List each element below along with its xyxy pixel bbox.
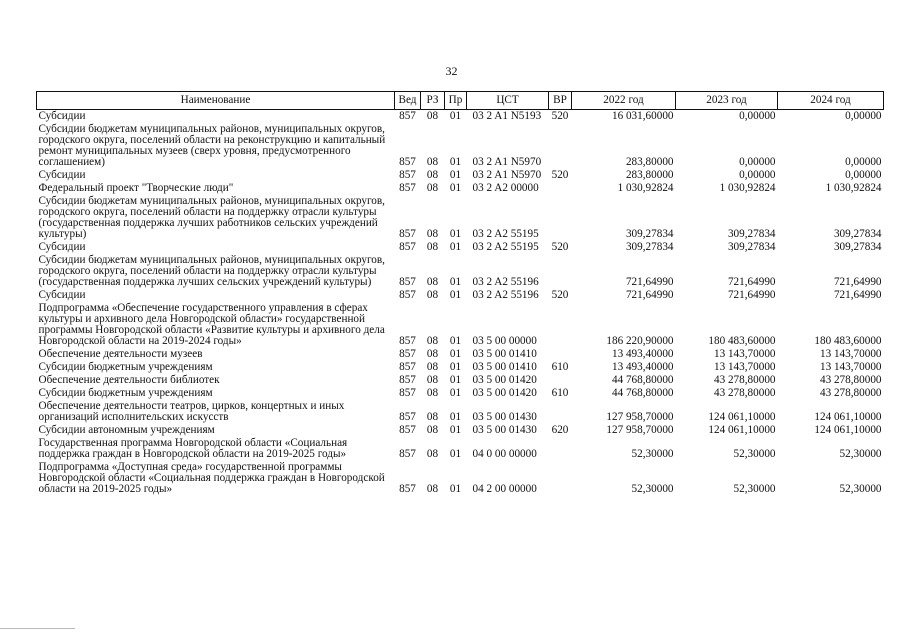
row-rz: 08: [426, 182, 439, 194]
row-cst: 03 2 A2 55196: [472, 276, 539, 288]
row-rz: 08: [426, 361, 439, 373]
row-cst: 03 2 A1 N5193: [472, 110, 542, 122]
row-pr: 01: [449, 424, 462, 436]
row-2022: 127 958,70000: [606, 411, 674, 423]
row-ved: 857: [399, 424, 416, 436]
row-pr: 01: [449, 374, 462, 386]
row-ved: 857: [399, 411, 416, 423]
row-rz: 08: [426, 110, 439, 122]
row-pr: 01: [449, 228, 462, 240]
table-row: [37, 182, 884, 195]
row-2023: 52,30000: [733, 483, 776, 495]
row-name: Государственная программа Новгородской области «Социальная поддержка граждан в Новгородской области на 2019-2025 годы»: [38, 437, 348, 460]
row-name: Субсидии бюджетным учреждениям: [38, 361, 213, 373]
row-cst: 03 2 A1 N5970: [472, 169, 542, 181]
table-row: [37, 123, 884, 169]
row-cst: 03 2 A1 N5970: [472, 156, 542, 168]
table-row: [37, 374, 884, 387]
row-name: Субсидии бюджетным учреждениям: [38, 387, 213, 399]
row-name: Субсидии автономным учреждениям: [38, 424, 215, 436]
table-row: [37, 437, 884, 461]
row-2023: 721,64990: [727, 289, 776, 301]
row-pr: 01: [449, 387, 462, 399]
table-body: [37, 110, 884, 497]
row-2022: 309,27834: [625, 241, 674, 253]
row-2023: 180 483,60000: [708, 335, 776, 347]
row-2022: 127 958,70000: [606, 424, 674, 436]
table-row: [37, 195, 884, 241]
table-row: [37, 289, 884, 302]
row-cst: 03 5 00 01420: [472, 374, 537, 386]
row-2023: 721,64990: [727, 276, 776, 288]
row-ved: 857: [399, 228, 416, 240]
row-rz: 08: [426, 348, 439, 360]
row-pr: 01: [449, 182, 462, 194]
row-vr: [549, 123, 572, 169]
row-ved: 857: [399, 483, 416, 495]
table-row: [37, 302, 884, 348]
table-row: [37, 254, 884, 289]
header-pr: Пр: [445, 92, 467, 110]
row-2023: 13 143,70000: [713, 361, 776, 373]
row-ved: 857: [399, 348, 416, 360]
row-2023: 43 278,80000: [713, 387, 776, 399]
row-2022: 52,30000: [631, 483, 674, 495]
row-cst: 04 0 00 00000: [472, 448, 537, 460]
row-2024: 13 143,70000: [819, 348, 882, 360]
row-name: Субсидии: [38, 169, 86, 181]
page-number: 32: [445, 64, 458, 78]
row-2024: 1 030,92824: [825, 182, 882, 194]
row-2023: 43 278,80000: [713, 374, 776, 386]
header-name: Наименование: [37, 92, 395, 110]
row-rz: 08: [426, 448, 439, 460]
row-pr: 01: [449, 156, 462, 168]
row-vr: 520: [551, 241, 569, 253]
row-name: Обеспечение деятельности театров, цирков, концертных и иных организаций исполнительских искусств: [38, 400, 345, 423]
row-2022: 44 768,80000: [611, 374, 674, 386]
row-rz: 08: [426, 483, 439, 495]
row-ved: 857: [399, 169, 416, 181]
table-row: [37, 424, 884, 437]
row-2023: 0,00000: [739, 169, 776, 181]
row-2024: 52,30000: [839, 483, 882, 495]
row-pr: 01: [449, 276, 462, 288]
row-name: Субсидии: [38, 289, 86, 301]
table-row: [37, 387, 884, 400]
header-cst: ЦСТ: [467, 92, 549, 110]
row-rz: 08: [426, 387, 439, 399]
table-row: [37, 169, 884, 182]
row-rz: 08: [426, 241, 439, 253]
row-2023: 1 030,92824: [719, 182, 776, 194]
row-2024: 43 278,80000: [819, 374, 882, 386]
row-name: Подпрограмма «Обеспечение государственного управления в сферах культуры и архивного дела Новгородской области» государственной программы Новгородской области «Развитие культуры и архивного дела Новгородской области на 2019-2024 годы»: [38, 302, 385, 347]
row-ved: 857: [399, 289, 416, 301]
row-name: Подпрограмма «Доступная среда» государственной программы Новгородской области «Социальная поддержка граждан в Новгородской области на 2019-2025 годы»: [38, 461, 385, 495]
row-ved: 857: [399, 276, 416, 288]
row-cst: 03 5 00 00000: [472, 335, 537, 347]
row-vr: 520: [551, 110, 569, 122]
row-cst: 03 5 00 01430: [472, 411, 537, 423]
row-pr: 01: [449, 361, 462, 373]
row-2023: 309,27834: [727, 241, 776, 253]
row-2024: 309,27834: [833, 228, 882, 240]
row-2022: 52,30000: [631, 448, 674, 460]
table-header-row: [37, 92, 884, 110]
row-vr: [549, 348, 572, 361]
header-rz: РЗ: [421, 92, 445, 110]
row-vr: [549, 182, 572, 195]
header-2023: 2023 год: [676, 92, 778, 110]
row-2024: 721,64990: [833, 289, 882, 301]
row-vr: 620: [551, 424, 569, 436]
row-vr: [549, 195, 572, 241]
row-vr: [549, 374, 572, 387]
row-rz: 08: [426, 156, 439, 168]
row-pr: 01: [449, 289, 462, 301]
row-name: Субсидии бюджетам муниципальных районов, муниципальных округов, городского округа, поселений области на поддержку отрасли культуры (государственная поддержка лучших сельских учреждений культуры): [38, 254, 385, 288]
row-ved: 857: [399, 156, 416, 168]
row-2024: 124 061,10000: [814, 424, 882, 436]
row-vr: [549, 302, 572, 348]
row-ved: 857: [399, 335, 416, 347]
row-pr: 01: [449, 169, 462, 181]
row-name: Обеспечение деятельности библиотек: [38, 374, 220, 386]
header-ved: Вед: [395, 92, 421, 110]
row-vr: [549, 461, 572, 496]
budget-table: [36, 91, 884, 496]
row-cst: 03 5 00 01410: [472, 348, 537, 360]
row-2022: 1 030,92824: [617, 182, 674, 194]
row-vr: 520: [551, 169, 569, 181]
row-2024: 0,00000: [845, 169, 882, 181]
row-ved: 857: [399, 448, 416, 460]
row-2024: 309,27834: [833, 241, 882, 253]
row-cst: 03 5 00 01420: [472, 387, 537, 399]
row-rz: 08: [426, 335, 439, 347]
row-pr: 01: [449, 448, 462, 460]
row-2024: 13 143,70000: [819, 361, 882, 373]
table-row: [37, 348, 884, 361]
row-pr: 01: [449, 411, 462, 423]
row-2024: 124 061,10000: [814, 411, 882, 423]
row-2023: 0,00000: [739, 110, 776, 122]
table-row: [37, 110, 884, 124]
row-2023: 124 061,10000: [708, 424, 776, 436]
row-2022: 283,80000: [625, 156, 674, 168]
row-2022: 721,64990: [625, 289, 674, 301]
header-vr: ВР: [549, 92, 572, 110]
row-vr: 610: [551, 361, 569, 373]
row-cst: 03 5 00 01410: [472, 361, 537, 373]
row-2023: 309,27834: [727, 228, 776, 240]
row-cst: 03 2 A2 55195: [472, 228, 539, 240]
row-pr: 01: [449, 483, 462, 495]
row-vr: [549, 254, 572, 289]
row-pr: 01: [449, 110, 462, 122]
row-ved: 857: [399, 110, 416, 122]
row-rz: 08: [426, 169, 439, 181]
row-pr: 01: [449, 348, 462, 360]
header-2022: 2022 год: [572, 92, 676, 110]
row-rz: 08: [426, 411, 439, 423]
row-name: Обеспечение деятельности музеев: [38, 348, 203, 360]
row-name: Субсидии: [38, 241, 86, 253]
row-cst: 04 2 00 00000: [472, 483, 537, 495]
row-2024: 52,30000: [839, 448, 882, 460]
row-2022: 309,27834: [625, 228, 674, 240]
row-2022: 44 768,80000: [611, 387, 674, 399]
row-vr: [549, 400, 572, 424]
row-ved: 857: [399, 387, 416, 399]
row-2022: 283,80000: [625, 169, 674, 181]
row-pr: 01: [449, 241, 462, 253]
row-rz: 08: [426, 228, 439, 240]
row-2024: 0,00000: [845, 110, 882, 122]
row-2024: 721,64990: [833, 276, 882, 288]
row-2024: 0,00000: [845, 156, 882, 168]
row-pr: 01: [449, 335, 462, 347]
row-name: Федеральный проект "Творческие люди": [38, 182, 234, 194]
table-row: [37, 400, 884, 424]
row-2022: 13 493,40000: [611, 361, 674, 373]
row-ved: 857: [399, 182, 416, 194]
row-ved: 857: [399, 361, 416, 373]
row-2022: 721,64990: [625, 276, 674, 288]
row-name: Субсидии бюджетам муниципальных районов, муниципальных округов, городского округа, поселений области на поддержку отрасли культуры (государственная поддержка лучших работников сельских учреждений культуры): [38, 195, 385, 240]
row-2024: 43 278,80000: [819, 387, 882, 399]
row-2022: 13 493,40000: [611, 348, 674, 360]
row-vr: [549, 437, 572, 461]
row-cst: 03 5 00 01430: [472, 424, 537, 436]
row-2023: 52,30000: [733, 448, 776, 460]
table-row: [37, 461, 884, 496]
row-2022: 16 031,60000: [611, 110, 674, 122]
row-ved: 857: [399, 374, 416, 386]
row-rz: 08: [426, 276, 439, 288]
row-cst: 03 2 A2 55195: [472, 241, 539, 253]
row-2022: 186 220,90000: [606, 335, 674, 347]
row-2023: 0,00000: [739, 156, 776, 168]
row-cst: 03 2 A2 00000: [472, 182, 539, 194]
row-name: Субсидии бюджетам муниципальных районов, муниципальных округов, городского округа, поселений области на реконструкцию и капитальный ремонт муниципальных музеев (сверх уровня, предусмотренного соглашением): [38, 123, 386, 168]
footer-divider: [0, 628, 75, 629]
table-row: [37, 361, 884, 374]
row-2024: 180 483,60000: [814, 335, 882, 347]
row-rz: 08: [426, 289, 439, 301]
row-vr: 610: [551, 387, 569, 399]
row-vr: 520: [551, 289, 569, 301]
row-cst: 03 2 A2 55196: [472, 289, 539, 301]
table-row: [37, 241, 884, 254]
row-ved: 857: [399, 241, 416, 253]
row-2023: 13 143,70000: [713, 348, 776, 360]
row-rz: 08: [426, 374, 439, 386]
row-name: Субсидии: [38, 110, 86, 122]
row-rz: 08: [426, 424, 439, 436]
header-2024: 2024 год: [778, 92, 884, 110]
row-2023: 124 061,10000: [708, 411, 776, 423]
